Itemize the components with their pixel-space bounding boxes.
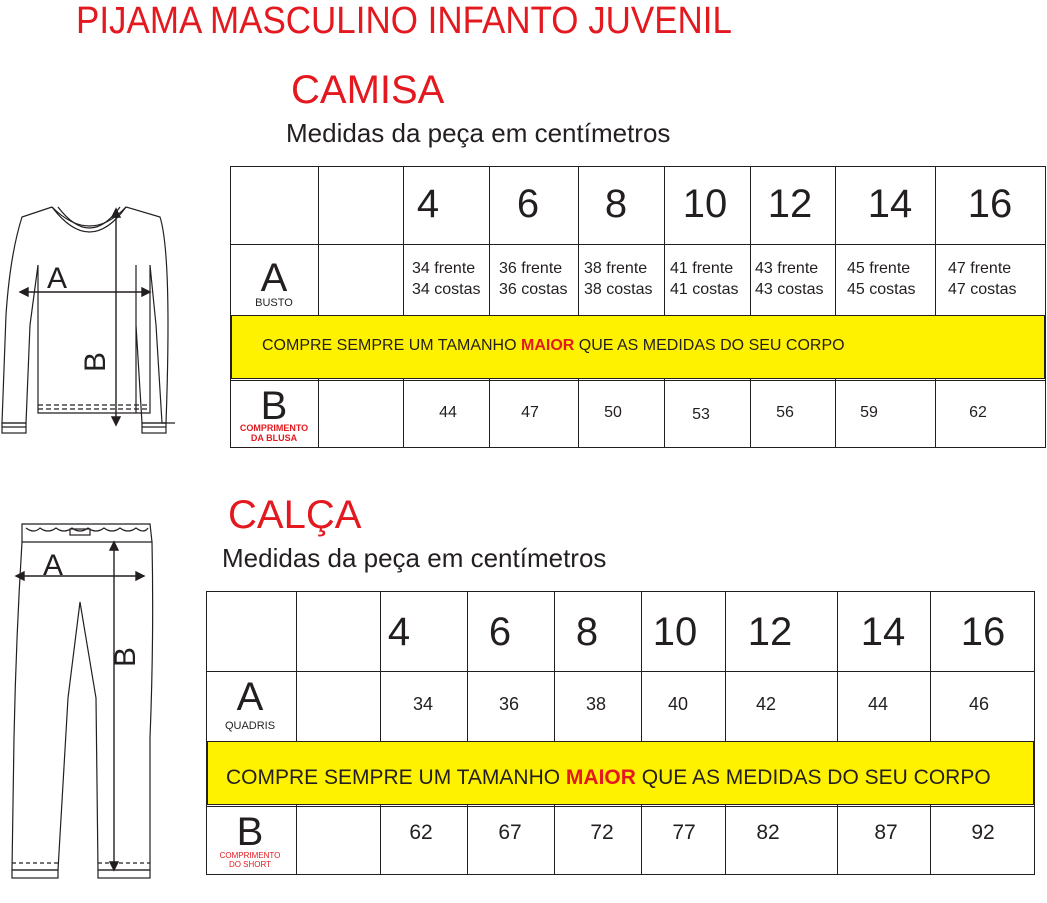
calca-quadris-10: 40 <box>667 694 689 714</box>
calca-size-8: 8 <box>575 610 599 654</box>
calca-size-16: 16 <box>960 610 1006 654</box>
camisa-busto-10: 41 frente 41 costas <box>670 260 739 298</box>
camisa-size-16: 16 <box>967 182 1013 226</box>
camisa-busto-14: 45 frente 45 costas <box>847 260 916 298</box>
calca-row-a-letter: A <box>236 675 264 719</box>
camisa-comprimento-8: 50 <box>604 404 622 421</box>
pants-label-a: A <box>43 549 64 582</box>
camisa-size-4: 4 <box>416 182 440 226</box>
camisa-busto-6: 36 frente 36 costas <box>499 260 568 298</box>
calca-comprimento-8: 72 <box>590 821 614 844</box>
camisa-busto-8: 38 frente 38 costas <box>584 260 653 298</box>
camisa-busto-4: 34 frente 34 costas <box>412 260 481 298</box>
calca-size-4: 4 <box>387 610 411 654</box>
shirt-illustration <box>0 195 175 450</box>
camisa-row-a-letter: A <box>260 256 288 300</box>
camisa-size-6: 6 <box>516 182 540 226</box>
camisa-size-10: 10 <box>682 182 728 226</box>
calca-quadris-4: 34 <box>412 694 434 714</box>
calca-quadris-14: 44 <box>867 694 889 714</box>
camisa-row-a-label: BUSTO <box>255 297 293 309</box>
camisa-comprimento-6: 47 <box>521 404 539 421</box>
calca-comprimento-6: 67 <box>498 821 522 844</box>
camisa-comprimento-4: 44 <box>439 404 457 421</box>
shirt-label-a: A <box>47 262 68 295</box>
calca-quadris-16: 46 <box>968 694 990 714</box>
camisa-comprimento-14: 59 <box>860 404 878 421</box>
page-title: PIJAMA MASCULINO INFANTO JUVENIL <box>76 0 732 42</box>
camisa-comprimento-10: 53 <box>692 406 710 423</box>
camisa-size-14: 14 <box>867 182 913 226</box>
calca-size-12: 12 <box>747 610 793 654</box>
calca-subtitle: Medidas da peça em centímetros <box>222 543 607 573</box>
calca-row-b-label: COMPRIMENTO DO SHORT <box>219 851 281 869</box>
calca-size-advice-banner: COMPRE SEMPRE UM TAMANHO MAIOR QUE AS MEDIDAS DO SEU CORPO <box>207 741 1034 805</box>
calca-comprimento-16: 92 <box>971 821 995 844</box>
camisa-row-b-letter: B <box>260 384 288 428</box>
calca-comprimento-14: 87 <box>874 821 898 844</box>
calca-size-14: 14 <box>860 610 906 654</box>
calca-quadris-8: 38 <box>585 694 607 714</box>
camisa-busto-12: 43 frente 43 costas <box>755 260 824 298</box>
calca-row-b-letter: B <box>236 810 264 854</box>
calca-size-10: 10 <box>652 610 698 654</box>
camisa-size-8: 8 <box>604 182 628 226</box>
camisa-comprimento-12: 56 <box>776 404 794 421</box>
camisa-subtitle: Medidas da peça em centímetros <box>286 118 671 148</box>
camisa-size-12: 12 <box>767 182 813 226</box>
camisa-title: CAMISA <box>291 68 445 112</box>
camisa-size-advice-banner: COMPRE SEMPRE UM TAMANHO MAIOR QUE AS MEDIDAS DO SEU CORPO <box>231 315 1045 379</box>
pants-label-b: B <box>109 646 143 668</box>
calca-size-6: 6 <box>488 610 512 654</box>
calca-quadris-6: 36 <box>498 694 520 714</box>
calca-comprimento-10: 77 <box>672 821 696 844</box>
calca-title: CALÇA <box>228 493 362 537</box>
calca-quadris-12: 42 <box>755 694 777 714</box>
camisa-comprimento-16: 62 <box>969 404 987 421</box>
camisa-busto-16: 47 frente 47 costas <box>948 260 1017 298</box>
camisa-row-b-label: COMPRIMENTO DA BLUSA <box>239 423 309 443</box>
pants-illustration <box>0 518 165 903</box>
calca-comprimento-4: 62 <box>409 821 433 844</box>
shirt-label-b: B <box>79 351 113 373</box>
calca-comprimento-12: 82 <box>756 821 780 844</box>
calca-row-a-label: QUADRIS <box>224 720 276 732</box>
